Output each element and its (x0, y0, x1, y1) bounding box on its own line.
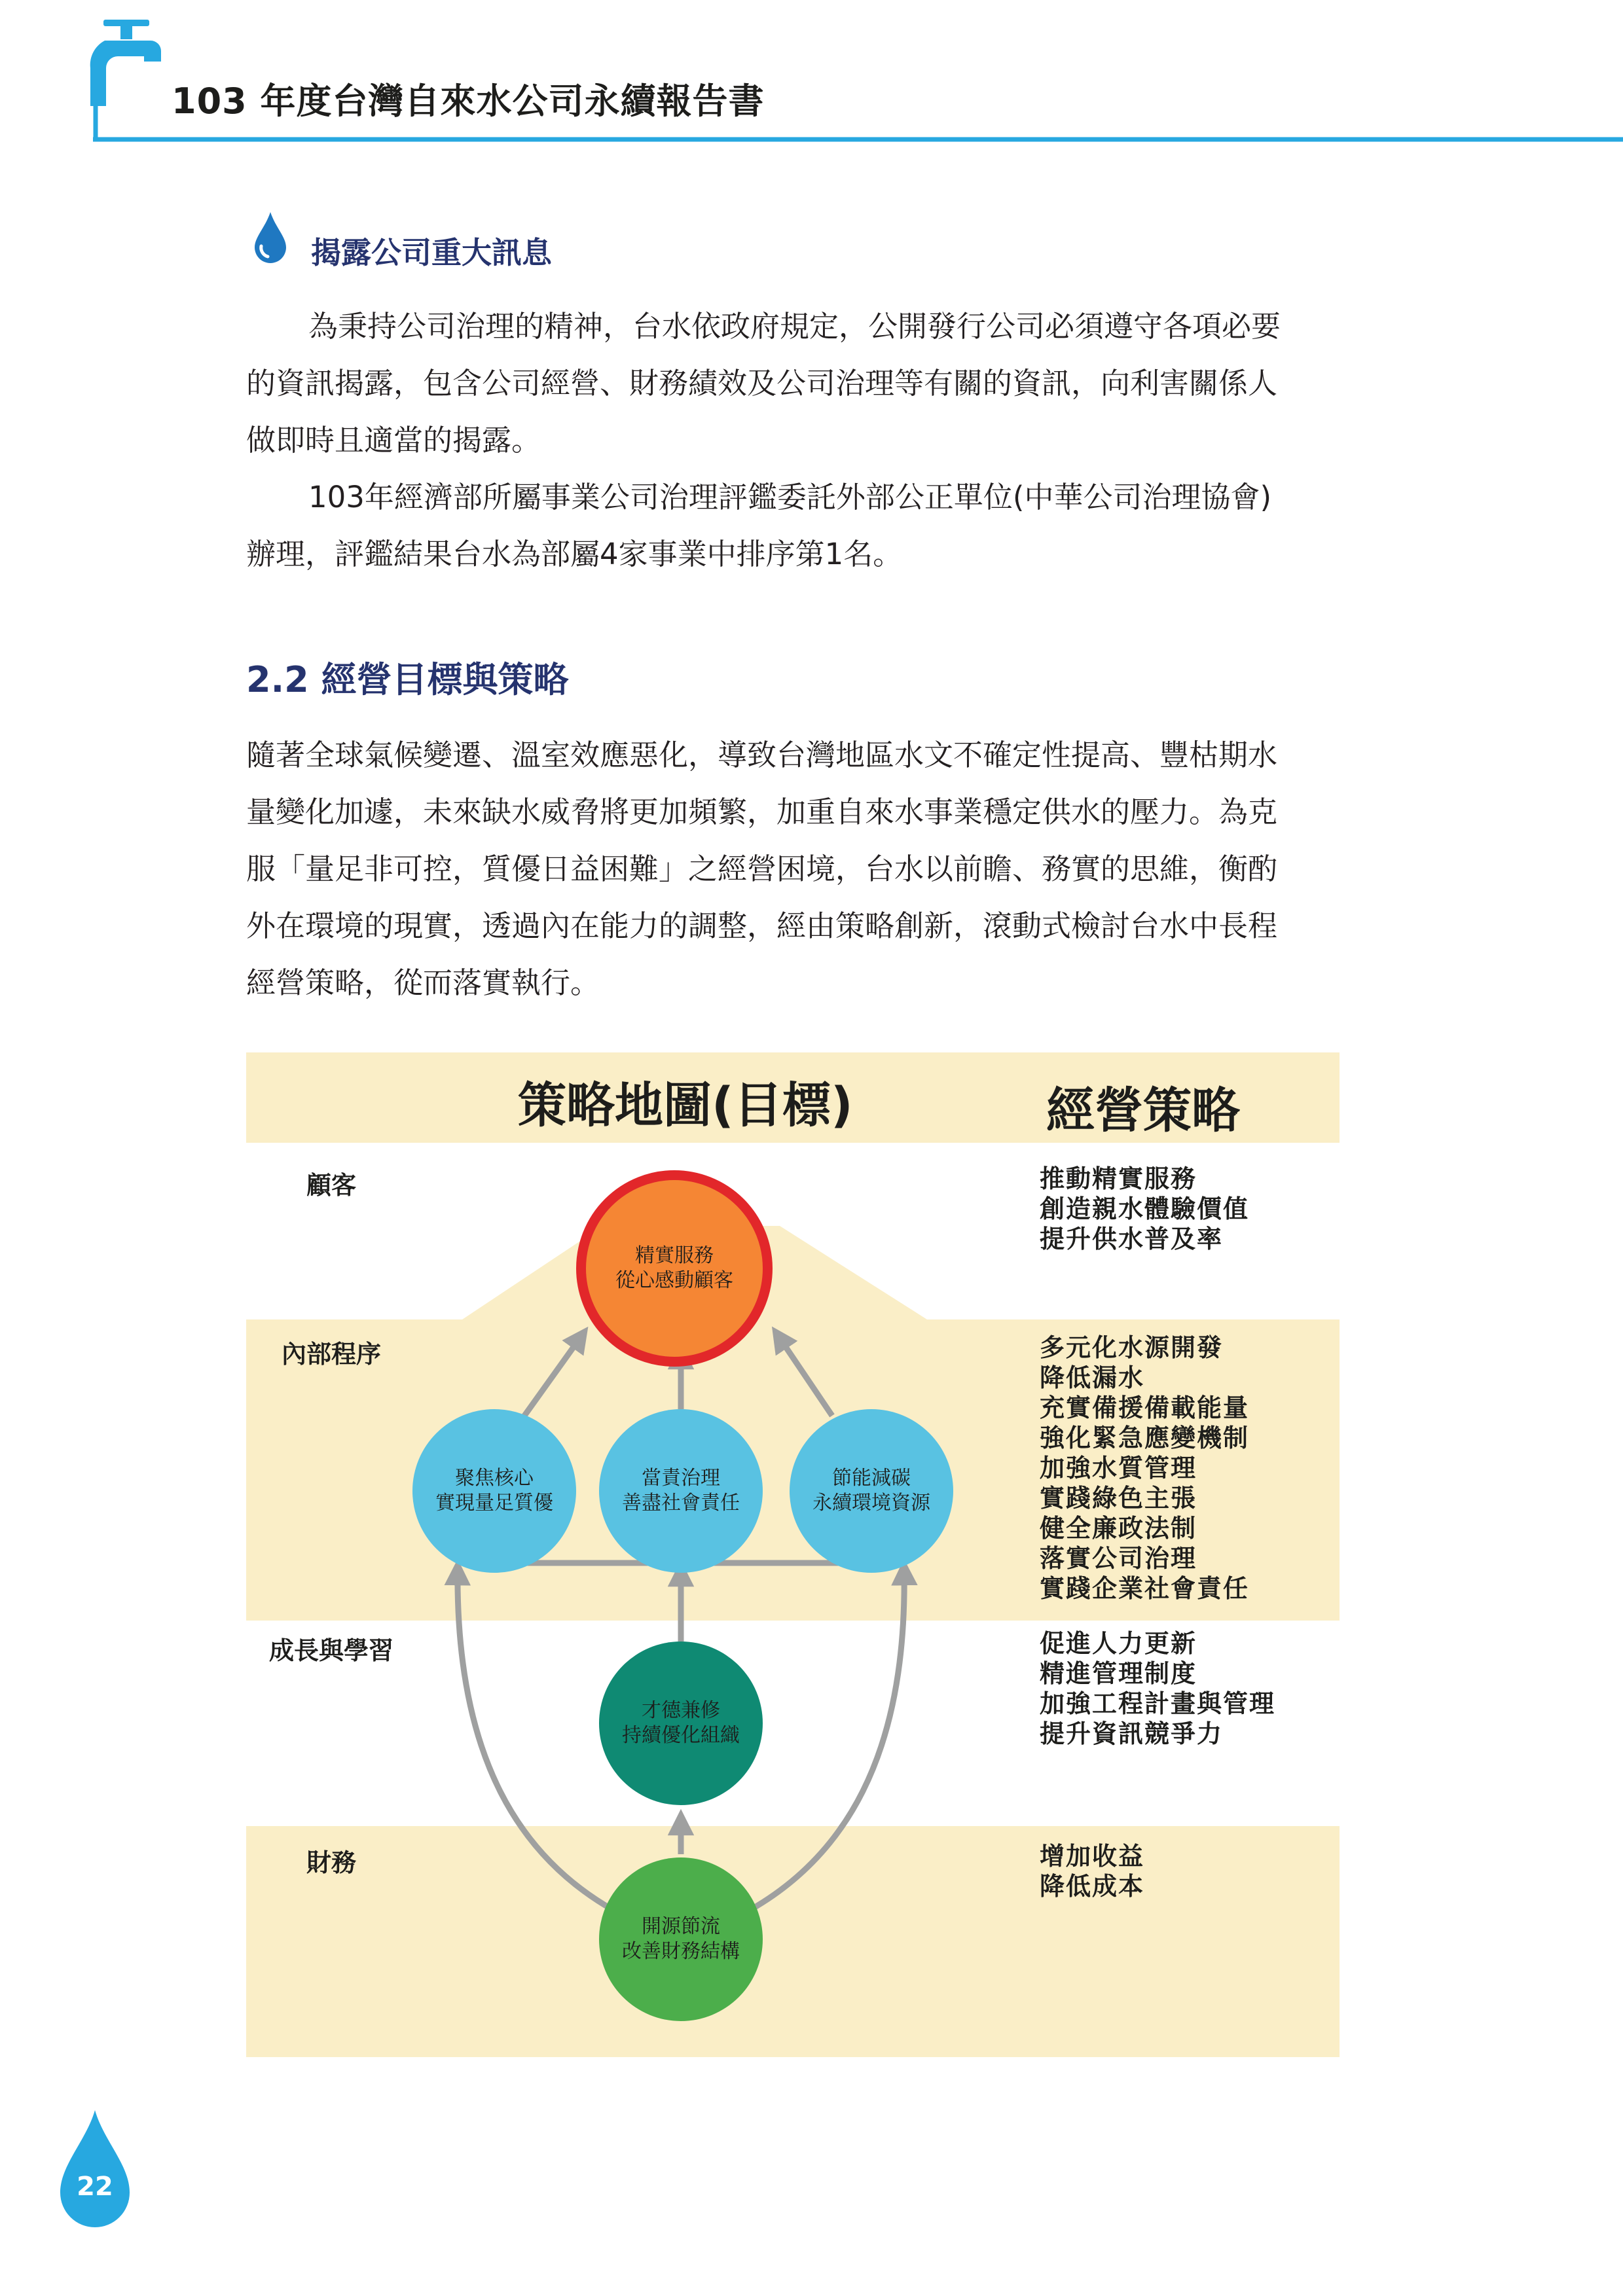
strategy-item: 充實備援備載能量 (1040, 1393, 1250, 1422)
strategy-item: 推動精實服務 (1040, 1164, 1197, 1193)
strategy-item: 多元化水源開發 (1040, 1333, 1224, 1362)
node-focus-line-2: 實現量足質優 (435, 1492, 553, 1515)
strategy-item: 落實公司治理 (1040, 1544, 1197, 1573)
map-header: 策略地圖(目標) (518, 1077, 853, 1134)
node-focus-line-1: 聚焦核心 (455, 1467, 534, 1490)
strategy-item: 降低漏水 (1040, 1363, 1145, 1392)
arc-finance-to-focus (458, 1570, 613, 1910)
node-customer (576, 1170, 773, 1367)
strategy-item: 健全廉政法制 (1040, 1514, 1197, 1543)
strategy-item: 加強工程計畫與管理 (1040, 1689, 1276, 1718)
strategies-customer (1040, 1164, 1249, 1254)
strategy-item: 創造親水體驗價值 (1040, 1194, 1250, 1223)
node-energy (790, 1409, 953, 1573)
strategy-item: 強化緊急應變機制 (1040, 1424, 1250, 1452)
node-finance-line-2: 改善財務結構 (622, 1940, 740, 1963)
page-number: 22 (77, 2172, 113, 2202)
text-line: 做即時且適當的揭露。 (246, 423, 541, 457)
node-talent (599, 1641, 763, 1805)
strategy-item: 提升供水普及率 (1040, 1225, 1224, 1253)
arc-finance-to-energy (750, 1570, 904, 1910)
node-governance-line-2: 善盡社會責任 (622, 1492, 740, 1515)
node-finance (599, 1857, 763, 2021)
arrow-energy-to-customer (778, 1335, 832, 1416)
perspective-finance: 財務 (306, 1848, 356, 1877)
node-governance (599, 1409, 763, 1573)
node-focus (412, 1409, 576, 1573)
strategy-item: 降低成本 (1040, 1872, 1145, 1901)
strategy-map-diagram (246, 1052, 1340, 2057)
arrow-focus-to-customer (524, 1335, 582, 1416)
text-line: 辦理，評鑑結果台水為部屬4家事業中排序第1名。 (246, 537, 903, 571)
strategy-item: 加強水質管理 (1040, 1454, 1197, 1482)
report-title: 103 年度台灣自來水公司永續報告書 (172, 81, 765, 122)
strategies-finance (1040, 1841, 1144, 1901)
strategy-item: 實踐企業社會責任 (1040, 1574, 1250, 1603)
disclosure-paragraph-2 (246, 469, 1379, 583)
text-line: 為秉持公司治理的精神，台水依政府規定，公開發行公司必須遵守各項必要 (308, 309, 1281, 344)
node-customer-line-2: 從心感動顧客 (615, 1269, 733, 1292)
perspective-customer: 顧客 (306, 1171, 356, 1200)
strategies-learning (1040, 1628, 1275, 1749)
strategy-item: 實踐綠色主張 (1040, 1484, 1197, 1513)
text-line: 103年經濟部所屬事業公司治理評鑑委託外部公正單位(中華公司治理協會) (308, 480, 1272, 514)
perspective-internal: 內部程序 (281, 1340, 381, 1369)
text-line: 隨著全球氣候變遷、溫室效應惡化，導致台灣地區水文不確定性提高、豐枯期水 (246, 738, 1278, 772)
text-line: 量變化加遽，未來缺水威脅將更加頻繁，加重自來水事業穩定供水的壓力。為克 (246, 795, 1278, 829)
disclosure-heading: 揭露公司重大訊息 (311, 235, 552, 270)
disclosure-paragraph-1 (246, 298, 1379, 469)
strategies-internal (1040, 1333, 1249, 1604)
perspective-learning: 成長與學習 (268, 1636, 393, 1665)
node-energy-line-2: 永續環境資源 (812, 1492, 930, 1515)
section-paragraph (246, 726, 1379, 1011)
strategy-item: 精進管理制度 (1040, 1659, 1197, 1688)
text-line: 經營策略，從而落實執行。 (246, 965, 600, 1000)
node-finance-line-1: 開源節流 (642, 1915, 720, 1938)
node-energy-line-1: 節能減碳 (832, 1467, 911, 1490)
strategy-item: 增加收益 (1040, 1842, 1145, 1871)
water-drop-icon (252, 211, 289, 264)
strategy-item: 促進人力更新 (1040, 1629, 1197, 1658)
text-line: 服「量足非可控，質優日益困難」之經營困境，台水以前瞻、務實的思維，衡酌 (246, 852, 1278, 886)
strategy-item: 提升資訊競爭力 (1040, 1719, 1224, 1748)
node-talent-line-1: 才德兼修 (642, 1699, 720, 1722)
faucet-icon (79, 14, 177, 113)
node-governance-line-1: 當責治理 (642, 1467, 720, 1490)
node-talent-line-2: 持續優化組織 (622, 1724, 740, 1747)
text-line: 的資訊揭露，包含公司經營、財務績效及公司治理等有關的資訊，向利害關係人 (246, 366, 1278, 401)
section-heading: 2.2 經營目標與策略 (246, 659, 569, 700)
strategy-header: 經營策略 (1046, 1083, 1240, 1139)
text-line: 外在環境的現實，透過內在能力的調整，經由策略創新，滾動式檢討台水中長程 (246, 908, 1278, 943)
node-customer-line-1: 精實服務 (635, 1244, 714, 1267)
